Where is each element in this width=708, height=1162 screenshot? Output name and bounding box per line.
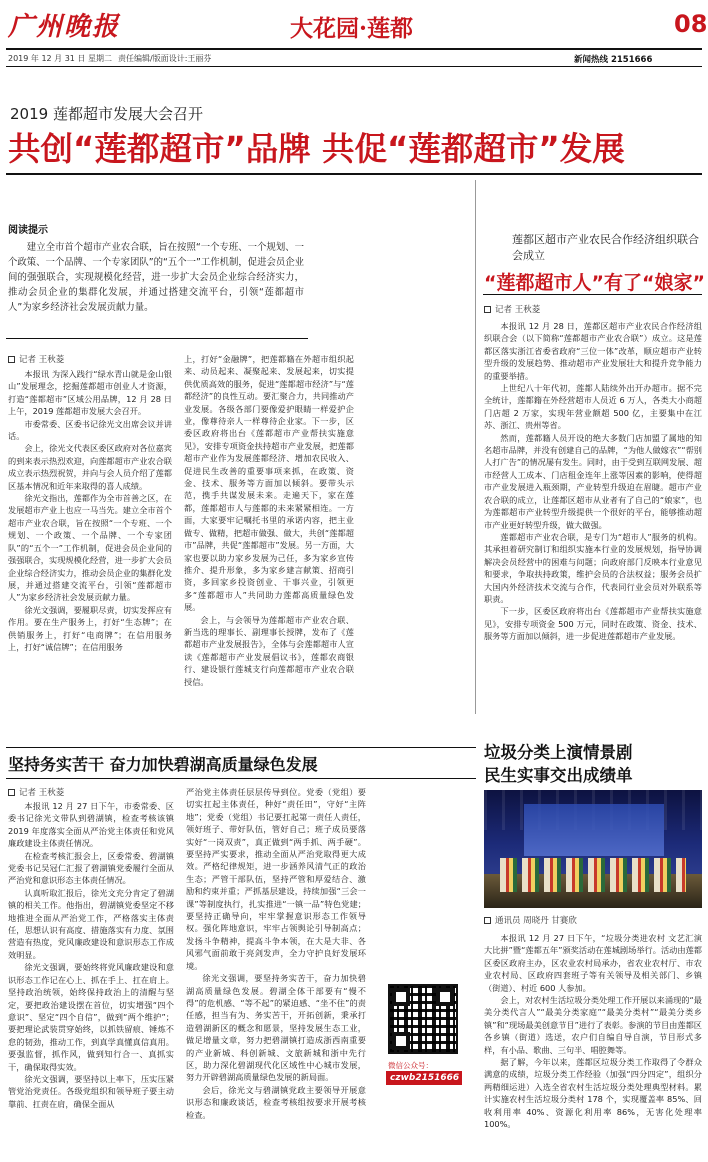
lead-col1-para: 市委常委、区委书记徐光文出席会议并讲话。	[8, 418, 172, 442]
qr-finder	[392, 1032, 410, 1050]
qr-finder	[392, 988, 410, 1006]
photo-para: 会上，对农村生活垃圾分类处理工作开展以来涌现的“最美分类代言人”“最美分类家庭”“最美分类村”“最美分类乡镇”和“现场最美创意节目”进行了表彰。参演的节目由莲都区各乡镇（街道）选送，农户们自编自导自演，节目形式多样，有小品、歌曲、三句半、唱腔舞等。	[484, 995, 702, 1055]
story3-para: 徐光文强调，要坚持务实苦干，奋力加快碧湖高质量绿色发展。碧湖全体干部要有“慢不得”的危机感、“等不起”的紧迫感、“坐不住”的责任感，担当有为、务实苦干，开拓创新，秉承打造碧湖新区的概念和愿景，坚持发展生态工业，做足增量文章，努力把碧湖镇打造成浙西南重要的产业新城、科创新城、文旅新城和浙中先行区，助力深化碧湖现代化区域性中心城市发展，努力开辟碧湖高质量绿色发展的新局面。	[186, 973, 366, 1083]
photo-body	[484, 932, 702, 1158]
lead-rule	[6, 173, 702, 175]
lead-col1-para: 本报讯 为深入践行“绿水青山就是金山银山”发展理念，挖掘莲都超市创业人才资源，打造“莲都超市”区域公用品牌，12 月 28 日上午，2019 莲都超市发展大会召开。	[8, 369, 172, 417]
story3-para: 徐光文强调，要始终将党风廉政建设和意识形态工作记在心上、抓在手上、扛在肩上。坚持政治统领，始终保持政治上的清醒与坚定，要把政治建设摆在首位，切实增强“四个意识”、坚定“四个自信”，做到“两个维护”；要把理论武装贯穿始终，以抓铁留痕、锤炼不怠的韧劲，推动工作，到真学真懂真信真用。要强监督，抓作风，做到知行合一、真抓实干，确保取得实效。	[8, 962, 174, 1072]
lead-kicker: 2019 莲都超市发展大会召开	[10, 105, 203, 123]
lead-byline-text: 记者 王秋菱	[19, 355, 65, 365]
qr-code-image	[388, 984, 458, 1054]
page-number: 08	[674, 10, 708, 38]
side-para: 然而，莲都籍人员开设的绝大多数门店加盟了属地的知名超市品牌，并没有创建自己的品牌，“为他人做嫁衣”“帮别人打广告”的情况屡有发生。同时，由于受到互联网发展、超市经营人工成本、门店租金连年上涨等因素的影响，使得超市产业发展进入瓶颈期，产业转型升级迫在眉睫。超市产业农合联的成立，让莲都区超市从业者有了自己的“娘家”，也为莲都超市产业转型升级提供一个很好的平台，能够推动超市产业更好转型升级，做大做强。	[484, 432, 702, 530]
side-para: 上世纪八十年代初，莲都人陆续外出开办超市。据不完全统计，莲都籍在外经营超市人员近 6 万人，各类大小商超门店超 2 万家，实现年营业额超 500 亿，主要集中在江苏、浙江、贵州等省。	[484, 383, 702, 431]
byline-marker	[8, 356, 15, 363]
lead-col1	[8, 368, 172, 746]
side-headline: “莲都超市人”有了“娘家”	[484, 272, 705, 294]
lead-col2-para: 会上，与会领导为莲都超市产业农合联、新当选的理事长、副理事长授牌，发布了《莲都超市产业发展报告》，全体与会莲都超市人宣读《莲都超市产业发展倡议书》，莲都农商银行、建设银行莲城支行向莲都超市产业农合联授信。	[184, 614, 354, 687]
story3-para: 在检查考核汇报会上，区委常委、碧湖镇党委书记吴冠仁汇报了碧湖镇党委履行全面从严治党和意识形态主体责任情况。	[8, 850, 174, 886]
lead-col2	[184, 353, 354, 745]
editor-credit: 责任编辑/版面设计:王丽芬	[118, 54, 212, 63]
performers	[500, 858, 686, 892]
section-name: 大花园·莲都	[290, 15, 414, 42]
byline-marker	[8, 789, 15, 796]
lead-headline: 共创“莲都超市”品牌 共促“莲都超市”发展	[8, 130, 625, 168]
photo-para: 据了解，今年以来，莲都区垃圾分类工作取得了令群众满意的成绩，垃圾分类工作经验（加强“四分四定”，组织分两精细运进）入选全省农村生活垃圾分类处理典型材料。累计实施农村生活垃圾分类村 178 个，实现覆盖率 85%、回收利用率 40%、资源化利用率 86%，无害化处理率 100%。	[484, 1057, 702, 1130]
summary-label: 阅读提示	[8, 225, 48, 236]
story3-col1	[8, 800, 174, 1158]
section-rule	[6, 747, 476, 748]
side-byline	[484, 303, 540, 315]
side-kicker: 莲都区超市产业农民合作经济组织联合会成立	[512, 233, 699, 262]
lead-byline	[8, 353, 64, 365]
story3-para: 认真听取汇报后，徐光文充分肯定了碧湖镇的相关工作。他指出，碧湖镇党委坚定不移地推进全面从严治党工作，严格落实主体责任，思想认识有高度、措施落实有力度、氛围营造有热度，党风廉政建设和意识形态工作成效明显。	[8, 887, 174, 960]
story3-byline	[8, 786, 64, 798]
photo-headline-line1: 垃圾分类上演情景剧	[484, 743, 633, 762]
side-para: 本报讯 12 月 28 日，莲都区超市产业农民合作经济组织联合会（以下简称“莲都超市产业农合联”）成立。这是莲都区落实浙江省委省政府“三位一体”改革，顺应超市产业转型升级的发展趋势、推动超市产业发展壮大和提升竞争能力的重要举措。	[484, 321, 702, 381]
side-body	[484, 320, 702, 714]
lead-col1-para: 徐光文指出，莲都作为全市首善之区，在发展超市产业上也应一马当先。建立全市首个超市产业农合联，旨在按照“一个专班、一个规划、一个政策、一个品牌、一个专家团队”的“五个一”工作机制，促进会员企业间的强强联合，实现规模化经营，进一步扩大会员企业综合经济实力，推动会员企业的集群化发展，并通过搭建交流平台，引领“莲都超市人”为家乡经济社会发展贡献力量。	[8, 493, 172, 603]
side-rule	[483, 294, 702, 295]
story3-para: 严治党主体责任层层传导到位。党委（党组）要切实扛起主体责任，种好“责任田”，守好“主阵地”；党委（党组）书记要扛起第一责任人责任，领好班子、带好队伍，管好自己；班子成员要落实好“一岗双责”，真正做到“两手抓、两手硬”。要坚持严实要求，推动全面从严治党取得更大成效。严格纪律规矩，进一步涵养风清气正的政治生态；严管干部队伍，坚持严管和厚爱结合、激励和约束并重；严抓基层建设，持续加强“三会一课”等制度执行，扎实推进“一镇一品”特色党建；要坚持正确导向，牢牢掌握意识形态工作领导权。强化阵地意识，牢牢占领舆论引导制高点；发扬斗争精神，提高斗争本领，在大是大非、各风邪气面前敢于亮剑发声，全力守护良好发展环境。	[186, 787, 366, 971]
photo-byline-text: 通讯员 周晓丹 甘赛欣	[495, 916, 577, 926]
qr-finder	[436, 988, 454, 1006]
masthead-rule	[6, 48, 702, 50]
qr-label: 微信公众号：	[388, 1061, 433, 1070]
side-para: 莲都超市产业农合联，是专门为“超市人”服务的机构。其承担着研究制订和组织实施本行业的发展规划，指导协调解决会员经营中的困难与问题；向政府部门反映本行业意见和要求，争取扶持政策，维护会员的合法权益；服务会员扩大国内外经济技术交流与合作，代表同行业会员对外联系等职责。	[484, 531, 702, 604]
story3-byline-text: 记者 王秋菱	[19, 788, 65, 798]
lead-col2-para: 上，打好“金融牌”，把莲都籍在外超市组织起来、动员起来、凝聚起来、发展起来，切实提供优质高效的服务，促进“莲都超市经济”与“莲都经济”的良性互动。要汇聚合力，共同推动产业发展。各级各部门要像爱护眼睛一样爱护企业，像尊待亲人一样尊待企业家。下一步，区委区政府将出台《莲都超市产业帮扶实施意见》，安排专项资金扶持超市产业发展，把莲都超市产业作为发展莲都经济、增加农民收入、促进民生改善的重要事项来抓，在政策、资金、技术、服务等方面加以倾斜。要带头示范，携手共谋发展未来。走遍天下，家在莲都，莲都超市人与莲都的未来紧紧相连。一方面，大家要牢记嘱托书里的承诺内容，把主业做专、做精，把超市做强、做大，共创“莲都超市”品牌，共促“莲都超市”发展。另一方面，大家也要以助力家乡发展为己任，多为家乡宣传推介、提升形象，多为家乡建言献策、招商引资，多回家乡投资创业、干事兴业，引领更多“莲都超市人”共同助力莲都高质量绿色发展。	[184, 354, 354, 613]
stage-screen	[524, 804, 664, 856]
paper-name: 广州晚报	[8, 12, 121, 42]
byline-marker	[484, 917, 491, 924]
qr-code-id: czwb2151666	[386, 1071, 462, 1085]
issue-date: 2019 年 12 月 31 日 星期二	[8, 54, 112, 63]
column-divider	[475, 180, 476, 714]
masthead-rule-2	[6, 66, 702, 67]
side-byline-text: 记者 王秋菱	[495, 305, 541, 315]
summary-rule	[6, 338, 308, 339]
side-para: 下一步，区委区政府将出台《莲都超市产业帮扶实施意见》，安排专项资金 500 万元，同时在政策、资金、技术、服务等方面加以倾斜，进一步促进莲都超市产业发展。	[484, 606, 702, 642]
byline-marker	[484, 306, 491, 313]
news-hotline: 新闻热线 2151666	[574, 55, 653, 65]
stage-photo	[484, 790, 702, 908]
lead-col1-para: 会上，徐光文代表区委区政府对各位嘉宾的到来表示热烈欢迎，向莲都超市产业农合联成立表示热烈祝贺，并向与会人员介绍了莲都区基本情况和近年来取得的喜人成绩。	[8, 443, 172, 491]
photo-byline	[484, 914, 577, 926]
photo-headline-line2: 民生实事交出成绩单	[484, 766, 633, 785]
story3-para: 本报讯 12 月 27 日下午，市委常委、区委书记徐光文带队到碧湖镇，检查考核该镇 2019 年度落实全面从严治党主体责任和党风廉政建设主体责任情况。	[8, 801, 174, 849]
story3-headline: 坚持务实苦干 奋力加快碧湖高质量绿色发展	[8, 755, 318, 774]
story3-para: 会后，徐光文与碧湖镇党政主要领导开展意识形态和廉政谈话，检查考核组按要求开展考核检查。	[186, 1084, 366, 1120]
summary-text: 建立全市首个超市产业农合联，旨在按照“一个专班、一个规划、一个政策、一个品牌、一个专家团队”的“五个一”工作机制，促进会员企业间的强强联合，实现规模化经营，进一步扩大会员企业综合经济实力，推动会员企业的集群化发展，并通过搭建交流平台，引领“莲都超市人”为家乡经济社会发展贡献力量。	[8, 242, 304, 313]
photo-para: 本报讯 12 月 27 日下午，“垃圾分类进农村 文艺汇演大比拼”暨“莲都五年”颁奖活动在莲城剧场举行。活动由莲都区委区政府主办，区农业农村局承办，省农业农村厅、市农业农村局、区政府四套班子等有关领导及相关部门、乡镇（街道）、村近 600 人参加。	[484, 933, 702, 993]
story3-para: 徐光文强调，要坚持以上率下，压实压紧管党治党责任。各级党组织和领导班子要主动靠前、扛责在肩，确保全面从	[8, 1073, 174, 1109]
lead-col1-para: 徐光文强调，要履职尽责，切实发挥应有作用。要在生产服务上，打好“生态牌”；在供销服务上，打好“电商牌”；在信用服务上，打好“诚信牌”；在信用服务	[8, 604, 172, 652]
story3-rule	[6, 778, 476, 779]
story3-col2	[186, 786, 366, 1158]
